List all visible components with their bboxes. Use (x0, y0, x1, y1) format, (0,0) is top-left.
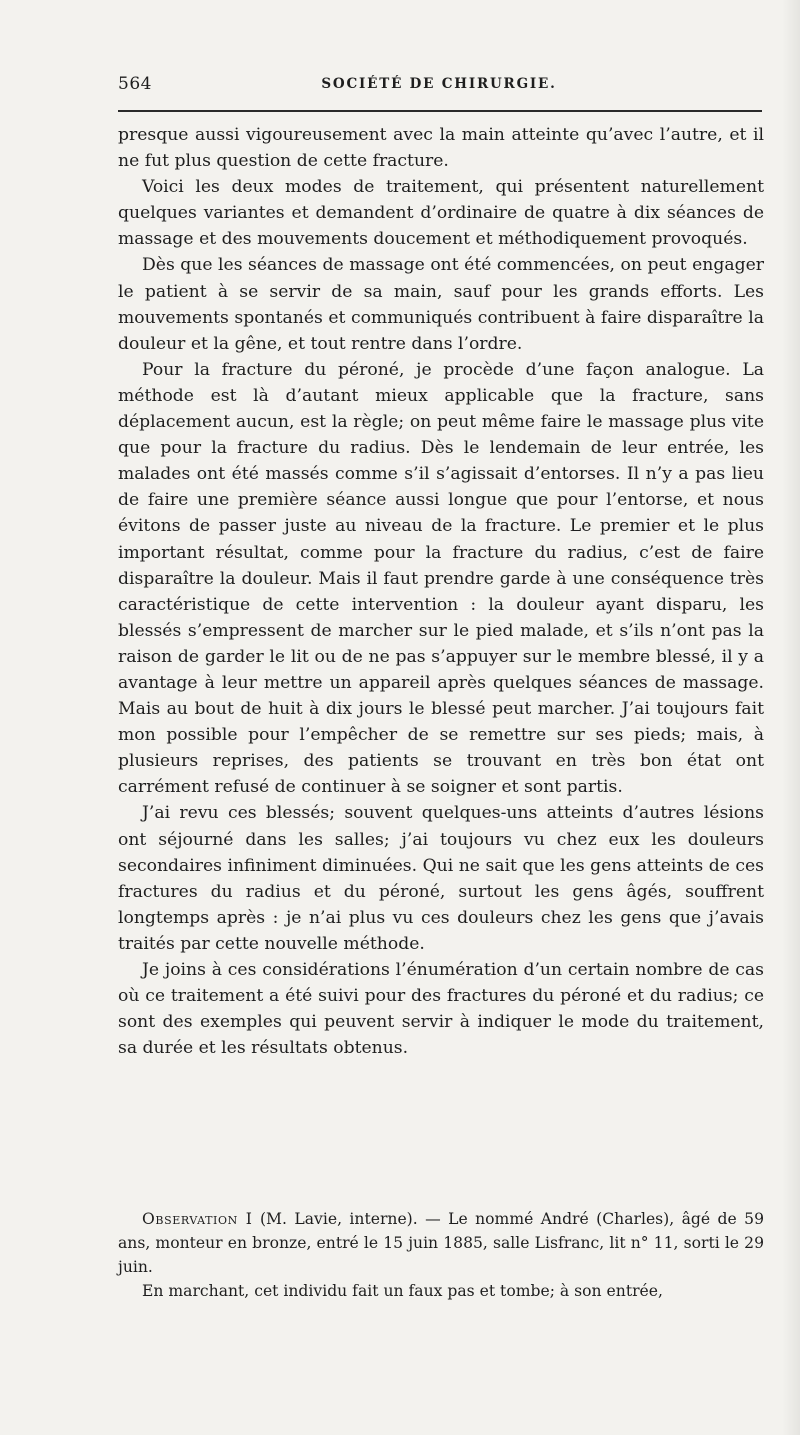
observation-paragraph (118, 1207, 764, 1279)
running-title: SOCIÉTÉ DE CHIRURGIE. (321, 76, 557, 92)
paragraph-6: Je joins à ces considérations l’énumération d’un certain nombre de cas où ce traitement a été suivi pour des fractures du péroné et du radius; ce sont des exemples qui peuvent servir à indiquer le mode du traitement, sa durée et les résultats obtenus. (118, 960, 764, 1059)
page-number: 564 (118, 74, 152, 94)
paragraph-4: Pour la fracture du péroné, je procède d’une façon analogue. La méthode est là d’autant mieux applicable que la fracture, sans déplacement aucun, est la règle; on peut même faire le massage plus vite que pour la fracture du radius. Dès le lendemain de leur entrée, les malades ont été massés comme s’il s’agissait d’entorses. Il n’y a pas lieu de faire une première séance aussi longue que pour l’entorse, et nous évitons de passer juste au niveau de la fracture. Le premier et le plus important résultat, comme pour la fracture du radius, c’est de faire disparaître la douleur. Mais il faut prendre garde à une conséquence très caractéristique de cette intervention : la douleur ayant disparu, les blessés s’empressent de marcher sur le pied malade, et s’ils n’ont pas la raison de garder le lit ou de ne pas s’appuyer sur le membre blessé, il y a avantage à leur mettre un appareil après quelques séances de massage. Mais au bout de huit à dix jours le blessé peut marcher. J’ai toujours fait mon possible pour l’empêcher de se remettre sur ses pieds; mais, à plusieurs reprises, des patients se trouvant en très bon état ont carrément refusé de continuer à se soigner et sont partis. (118, 359, 764, 798)
header-rule (118, 110, 762, 112)
body-text (118, 122, 764, 1061)
paragraph-3: Dès que les séances de massage ont été commencées, on peut engager le patient à se servir de sa main, sauf pour les grands efforts. Les mouvements spontanés et communiqués contribuent à faire disparaître la douleur et la gêne, et tout rentre dans l’ordre. (118, 255, 764, 354)
observation-block (118, 1207, 764, 1303)
paragraph-2: Voici les deux modes de traitement, qui présentent naturellement quelques variantes et demandent d’ordinaire de quatre à dix séances de massage et des mouvements doucement et méthodiquement provoqués. (118, 177, 764, 250)
observation-text: (M. Lavie, interne). — Le nommé André (Charles), âgé de 59 ans, monteur en bronze, entré le 15 juin 1885, salle Lisfranc, lit n° 11, sorti le 29 juin. (118, 1210, 764, 1276)
page-header (118, 74, 760, 96)
paragraph-1: presque aussi vigoureusement avec la main atteinte qu’avec l’autre, et il ne fut plus question de cette fracture. (118, 125, 764, 172)
paragraph-5: J’ai revu ces blessés; souvent quelques-uns atteints d’autres lésions ont séjourné dans les salles; j’ai toujours vu chez eux les douleurs secondaires infiniment diminuées. Qui ne sait que les gens atteints de ces fractures du radius et du péroné, surtout les gens âgés, souffrent longtemps après : je n’ai plus vu ces douleurs chez les gens que j’avais traités par cette nouvelle méthode. (118, 803, 764, 954)
page-edge-shadow (782, 0, 800, 1435)
observation-heading: Observation I (142, 1210, 253, 1228)
observation-continuation: En marchant, cet individu fait un faux pas et tombe; à son entrée, (142, 1282, 663, 1300)
